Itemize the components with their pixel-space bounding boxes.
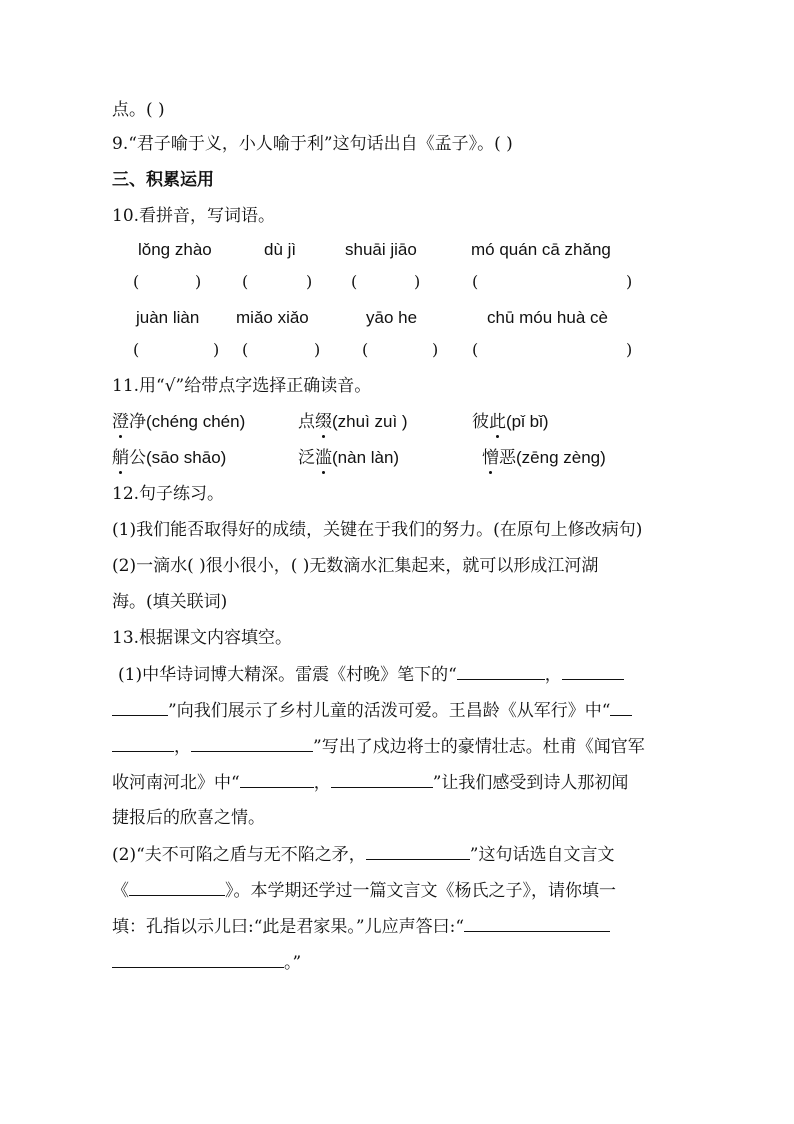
sentence-1: (1)我们能否取得好的成绩，关键在于我们的努力。(在原句上修改病句): [112, 520, 643, 540]
sentence-2: (2)一滴水( )很小很小，( )无数滴水汇集起来，就可以形成江河湖: [112, 556, 599, 576]
fill-line-1: (1)中华诗词博大精深。雷震《村晚》笔下的“ ，: [118, 662, 624, 687]
blank[interactable]: [366, 842, 470, 860]
reading-item-4: 艄公(sāo shāo): [112, 448, 227, 468]
fill-line-4: 收河南河北》中“ ， ”让我们感受到诗人那初闻: [112, 770, 628, 795]
answer-paren-close: ): [213, 340, 220, 359]
sentence-2-cont: 海。(填关联词): [112, 592, 228, 612]
blank[interactable]: [464, 914, 610, 932]
blank[interactable]: [112, 950, 284, 968]
blank[interactable]: [240, 770, 314, 788]
question-11-title: 11.用“√”给带点字选择正确读音。: [112, 376, 372, 396]
reading-item-1: 澄净(chéng chén): [112, 412, 246, 432]
pinyin-8: chū móu huà cè: [487, 308, 608, 327]
q8-tail: 点。( ): [112, 100, 165, 120]
answer-paren-open: (: [242, 340, 249, 359]
question-10-title: 10.看拼音，写词语。: [112, 206, 276, 226]
fill-line-9: 。”: [112, 950, 301, 975]
blank[interactable]: [562, 662, 624, 680]
blank[interactable]: [457, 662, 545, 680]
answer-paren-open: (: [133, 272, 140, 291]
fill-line-3: ， ”写出了戍边将士的豪情壮志。杜甫《闻官军: [112, 734, 645, 759]
pinyin-5: juàn liàn: [136, 308, 200, 327]
pinyin-4: mó quán cā zhǎng: [471, 240, 611, 259]
answer-paren-open: (: [472, 272, 479, 291]
fill-line-5: 捷报后的欣喜之情。: [112, 808, 265, 828]
blank[interactable]: [610, 698, 632, 716]
pinyin-2: dù jì: [264, 240, 297, 259]
fill-line-6: (2)“夫不可陷之盾与无不陷之矛， ”这句话选自文言文: [112, 842, 614, 867]
question-9: 9.“君子喻于义，小人喻于利”这句话出自《孟子》。( ): [112, 134, 513, 154]
answer-paren-open: (: [242, 272, 249, 291]
reading-item-5: 泛滥(nàn làn): [298, 448, 400, 468]
pinyin-7: yāo he: [366, 308, 418, 327]
fill-line-2: ”向我们展示了乡村儿童的活泼可爱。王昌龄《从军行》中“: [112, 698, 632, 723]
answer-paren-close: ): [626, 272, 633, 291]
answer-paren-open: (: [351, 272, 358, 291]
question-13-title: 13.根据课文内容填空。: [112, 628, 293, 648]
answer-paren-close: ): [626, 340, 633, 359]
answer-paren-open: (: [362, 340, 369, 359]
answer-paren-open: (: [472, 340, 479, 359]
answer-paren-close: ): [306, 272, 313, 291]
section-title: 三、积累运用: [112, 170, 214, 190]
answer-paren-open: (: [133, 340, 140, 359]
reading-item-3: 彼此(pǐ bǐ): [472, 412, 549, 432]
answer-paren-close: ): [432, 340, 439, 359]
reading-item-6: 憎恶(zēng zèng): [482, 448, 606, 468]
blank[interactable]: [112, 734, 174, 752]
fill-line-7: 《 》。本学期还学过一篇文言文《杨氏之子》，请你填一: [112, 878, 616, 903]
fill-line-8: 填：孔指以示儿曰:“此是君家果。”儿应声答曰:“: [112, 914, 610, 939]
answer-paren-close: ): [314, 340, 321, 359]
pinyin-6: miǎo xiǎo: [236, 308, 309, 327]
pinyin-1: lǒng zhào: [138, 240, 212, 259]
answer-paren-close: ): [414, 272, 421, 291]
pinyin-3: shuāi jiāo: [345, 240, 417, 259]
reading-item-2: 点缀(zhuì zuì ): [298, 412, 408, 432]
blank[interactable]: [191, 734, 313, 752]
blank[interactable]: [331, 770, 433, 788]
question-12-title: 12.句子练习。: [112, 484, 225, 504]
answer-paren-close: ): [195, 272, 202, 291]
blank[interactable]: [112, 698, 168, 716]
blank[interactable]: [129, 878, 225, 896]
